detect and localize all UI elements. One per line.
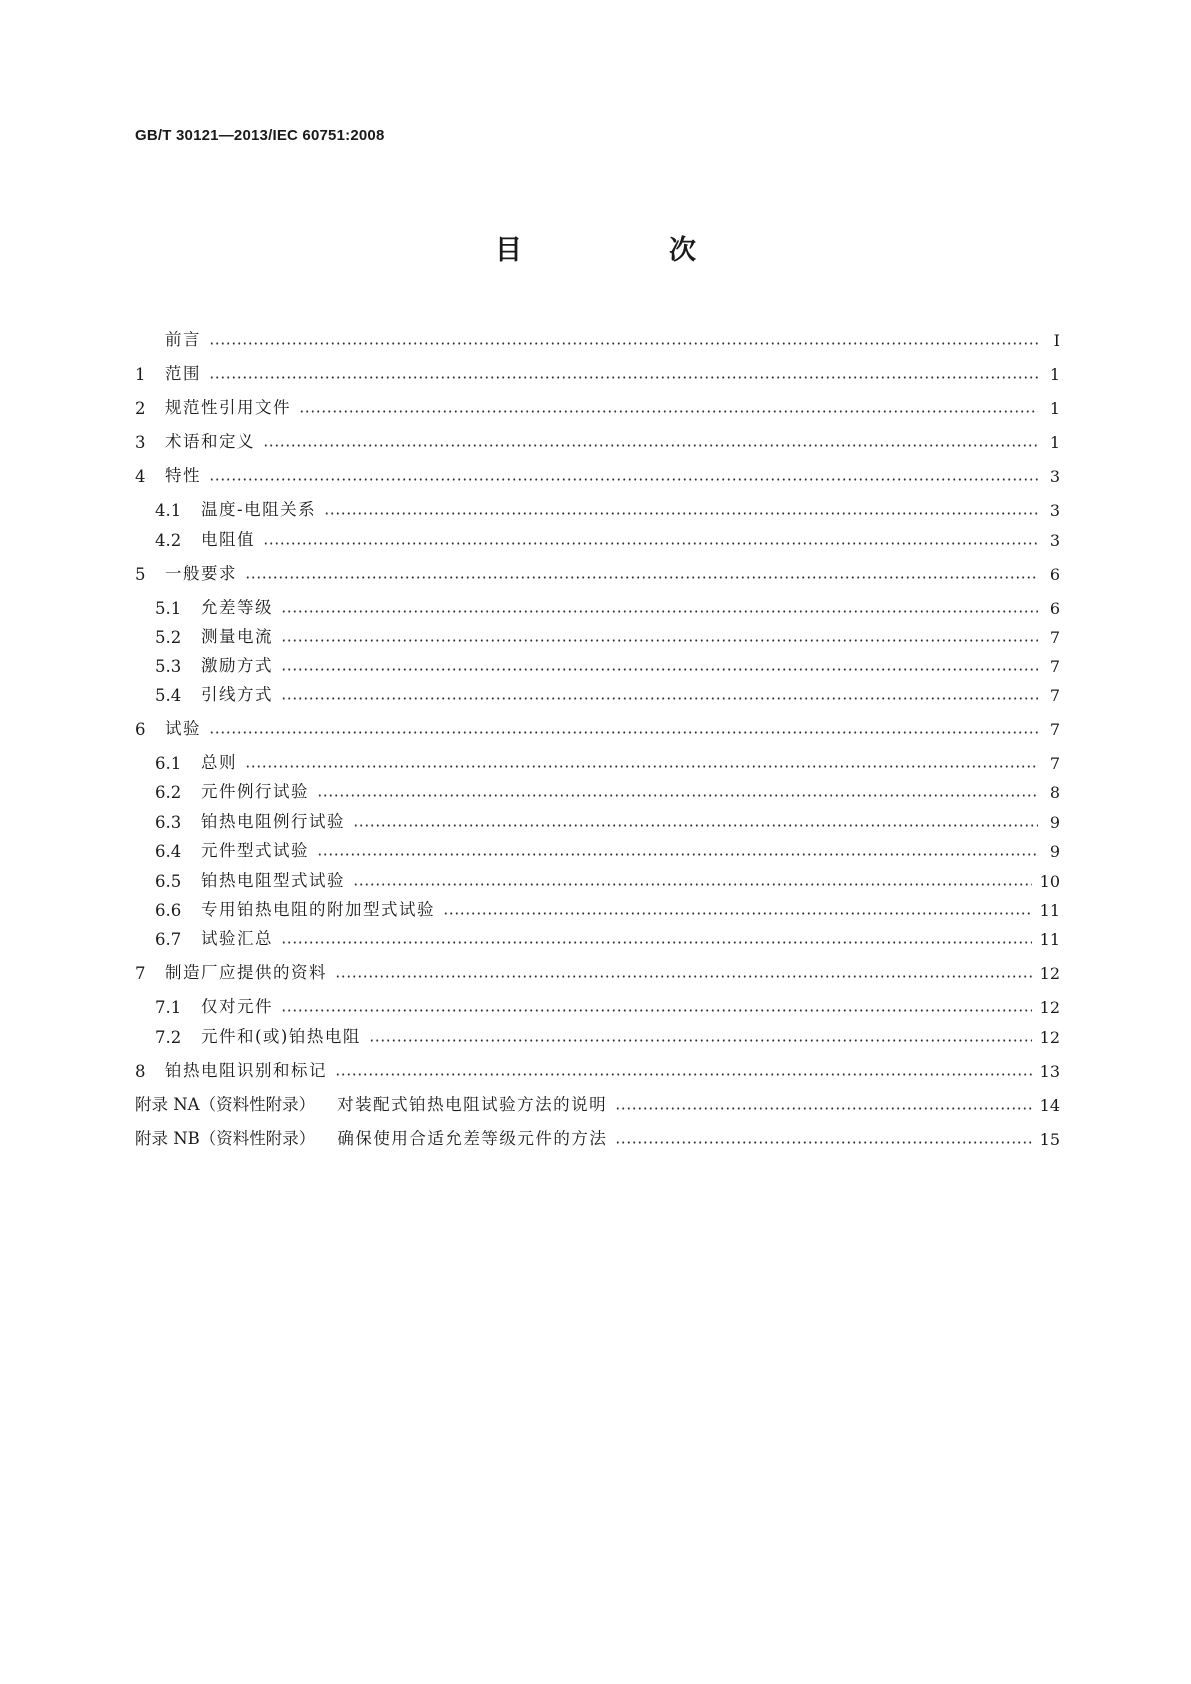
toc-entry-page: 3	[1049, 531, 1060, 550]
toc-dot-leader	[209, 376, 1038, 379]
toc-entry-number: 7.2	[155, 1028, 182, 1047]
toc-entry-number: 6.3	[155, 813, 182, 832]
toc-entry-page: 12	[1039, 964, 1060, 983]
toc-entry-number: 4.2	[155, 531, 182, 550]
toc-dot-leader	[353, 824, 1038, 827]
toc-entry-page: 1	[1049, 365, 1060, 384]
toc-entry-page: 9	[1049, 813, 1060, 832]
toc-entry-number: 6.1	[155, 754, 182, 773]
toc-entry-number: 7	[135, 964, 146, 983]
toc-entry-title: 铂热电阻例行试验	[201, 812, 345, 831]
toc-entry	[135, 867, 1060, 891]
toc-entry-title: 总则	[201, 753, 237, 772]
toc-entry-page: 7	[1049, 720, 1060, 739]
toc-entry	[135, 1023, 1060, 1047]
toc-entry-page: 3	[1049, 467, 1060, 486]
toc-entry-number: 5.2	[155, 628, 182, 647]
toc-entry-page: 10	[1039, 872, 1060, 891]
toc-entry-number: 6	[135, 720, 146, 739]
toc-entry-title: 激励方式	[201, 656, 273, 675]
toc-entry-title: 专用铂热电阻的附加型式试验	[201, 900, 435, 919]
toc-entry	[135, 959, 1060, 983]
toc-entry	[135, 808, 1060, 832]
toc-entry-number: 7.1	[155, 998, 182, 1017]
toc-entry	[135, 526, 1060, 550]
toc-entry	[135, 623, 1060, 647]
toc-entry-page: 7	[1049, 657, 1060, 676]
toc-entry	[135, 749, 1060, 773]
toc-entry-number: 4	[135, 467, 146, 486]
toc-entry	[135, 715, 1060, 739]
toc-entry	[135, 925, 1060, 949]
toc-entry-page: 12	[1039, 998, 1060, 1017]
toc-entry-title: 前言	[165, 330, 201, 349]
toc-entry-page: 7	[1049, 628, 1060, 647]
toc-entry	[135, 360, 1060, 384]
toc-entry-title: 仅对元件	[201, 997, 273, 1016]
toc-entry	[135, 462, 1060, 486]
toc-entry-title: 元件和(或)铂热电阻	[201, 1027, 361, 1046]
toc-entry-title: 允差等级	[201, 598, 273, 617]
toc-dot-leader	[324, 512, 1038, 515]
toc-dot-leader	[317, 853, 1038, 856]
toc-entry-number: 6.5	[155, 872, 182, 891]
toc-dot-leader	[245, 765, 1038, 768]
toc-entry-page: 15	[1039, 1130, 1060, 1149]
toc-entry	[135, 560, 1060, 584]
toc-entry	[135, 594, 1060, 618]
toc-dot-leader	[281, 1009, 1032, 1012]
toc-entry-page: 6	[1049, 565, 1060, 584]
page-title: 目 次	[495, 235, 756, 266]
toc-dot-leader	[281, 610, 1038, 613]
toc-entry	[135, 681, 1060, 705]
toc-entry-title: 范围	[165, 364, 201, 383]
standard-code: GB/T 30121—2013/IEC 60751:2008	[135, 127, 385, 144]
toc-entry	[135, 394, 1060, 418]
toc-dot-leader	[369, 1039, 1032, 1042]
toc-dot-leader	[281, 668, 1038, 671]
toc-entry-number: 附录 NB（资料性附录）	[135, 1129, 316, 1148]
toc-entry-title: 铂热电阻型式试验	[201, 871, 345, 890]
toc-entry-number: 6.2	[155, 783, 182, 802]
toc-dot-leader	[209, 731, 1038, 734]
toc-entry-number: 3	[135, 433, 146, 452]
toc-dot-leader	[299, 410, 1038, 413]
toc-dot-leader	[209, 342, 1038, 345]
toc-entry-number: 5.3	[155, 657, 182, 676]
toc-dot-leader	[335, 975, 1032, 978]
toc-entry-title: 试验	[165, 719, 201, 738]
toc-entry	[135, 1057, 1060, 1081]
toc-entry-page: Ⅰ	[1053, 331, 1060, 350]
toc-entry-number: 附录 NA（资料性附录）	[135, 1095, 316, 1114]
toc-dot-leader	[263, 444, 1038, 447]
toc-entry	[135, 1125, 1060, 1149]
toc-entry	[135, 652, 1060, 676]
toc-entry-title: 特性	[165, 466, 201, 485]
toc-dot-leader	[263, 542, 1038, 545]
toc-entry-number: 8	[135, 1062, 146, 1081]
toc-dot-leader	[615, 1107, 1032, 1110]
toc-entry-number: 4.1	[155, 501, 182, 520]
toc-entry-page: 6	[1049, 599, 1060, 618]
toc-entry-page: 11	[1039, 930, 1060, 949]
toc-dot-leader	[615, 1141, 1031, 1144]
toc-entry-page: 9	[1049, 842, 1060, 861]
toc-entry-number: 5.1	[155, 599, 182, 618]
toc-entry-title: 引线方式	[201, 685, 273, 704]
toc-entry-title: 术语和定义	[165, 432, 255, 451]
toc-entry-title: 确保使用合适允差等级元件的方法	[337, 1129, 608, 1148]
toc-entry-title: 电阻值	[201, 530, 255, 549]
toc-entry	[135, 496, 1060, 520]
toc-dot-leader	[335, 1073, 1032, 1076]
toc-entry-page: 7	[1049, 754, 1060, 773]
toc-entry-number: 6.4	[155, 842, 182, 861]
toc-entry-title: 铂热电阻识别和标记	[165, 1061, 327, 1080]
toc-entry	[135, 428, 1060, 452]
toc-entry	[135, 896, 1060, 920]
toc-entry-title: 温度-电阻关系	[201, 500, 317, 519]
toc-entry-page: 7	[1049, 686, 1060, 705]
toc-entry	[135, 837, 1060, 861]
toc-entry	[135, 778, 1060, 802]
toc-entry-number: 6.6	[155, 901, 182, 920]
toc-entry-number: 2	[135, 399, 146, 418]
toc-entry-page: 14	[1039, 1096, 1060, 1115]
toc-entry-number: 6.7	[155, 930, 182, 949]
toc-entry-page: 13	[1039, 1062, 1060, 1081]
toc-entry-page: 1	[1049, 399, 1060, 418]
toc-entry-title: 对装配式铂热电阻试验方法的说明	[337, 1095, 608, 1114]
toc-dot-leader	[281, 697, 1038, 700]
toc-dot-leader	[281, 639, 1038, 642]
toc-entry-title: 一般要求	[165, 564, 237, 583]
toc-entry-page: 8	[1049, 783, 1060, 802]
toc-entry-number: 5.4	[155, 686, 182, 705]
toc-entry-page: 12	[1039, 1028, 1060, 1047]
toc-entry-title: 元件型式试验	[201, 841, 309, 860]
toc-entry-number: 1	[135, 365, 146, 384]
toc-dot-leader	[209, 478, 1038, 481]
toc-entry-title: 测量电流	[201, 627, 273, 646]
toc-entry	[135, 993, 1060, 1017]
toc-entry-title: 元件例行试验	[201, 782, 309, 801]
toc-dot-leader	[443, 912, 1032, 915]
toc-entry-page: 3	[1049, 501, 1060, 520]
toc-entry-title: 试验汇总	[201, 929, 273, 948]
toc-entry-page: 11	[1039, 901, 1060, 920]
toc-dot-leader	[317, 794, 1038, 797]
toc-entry	[135, 326, 1060, 350]
toc-entry-title: 规范性引用文件	[165, 398, 291, 417]
toc-dot-leader	[245, 576, 1038, 579]
toc-entry-number: 5	[135, 565, 146, 584]
toc-entry-title: 制造厂应提供的资料	[165, 963, 327, 982]
toc-entry	[135, 1091, 1060, 1115]
toc-entry-page: 1	[1049, 433, 1060, 452]
toc-dot-leader	[281, 941, 1032, 944]
toc-dot-leader	[353, 883, 1032, 886]
